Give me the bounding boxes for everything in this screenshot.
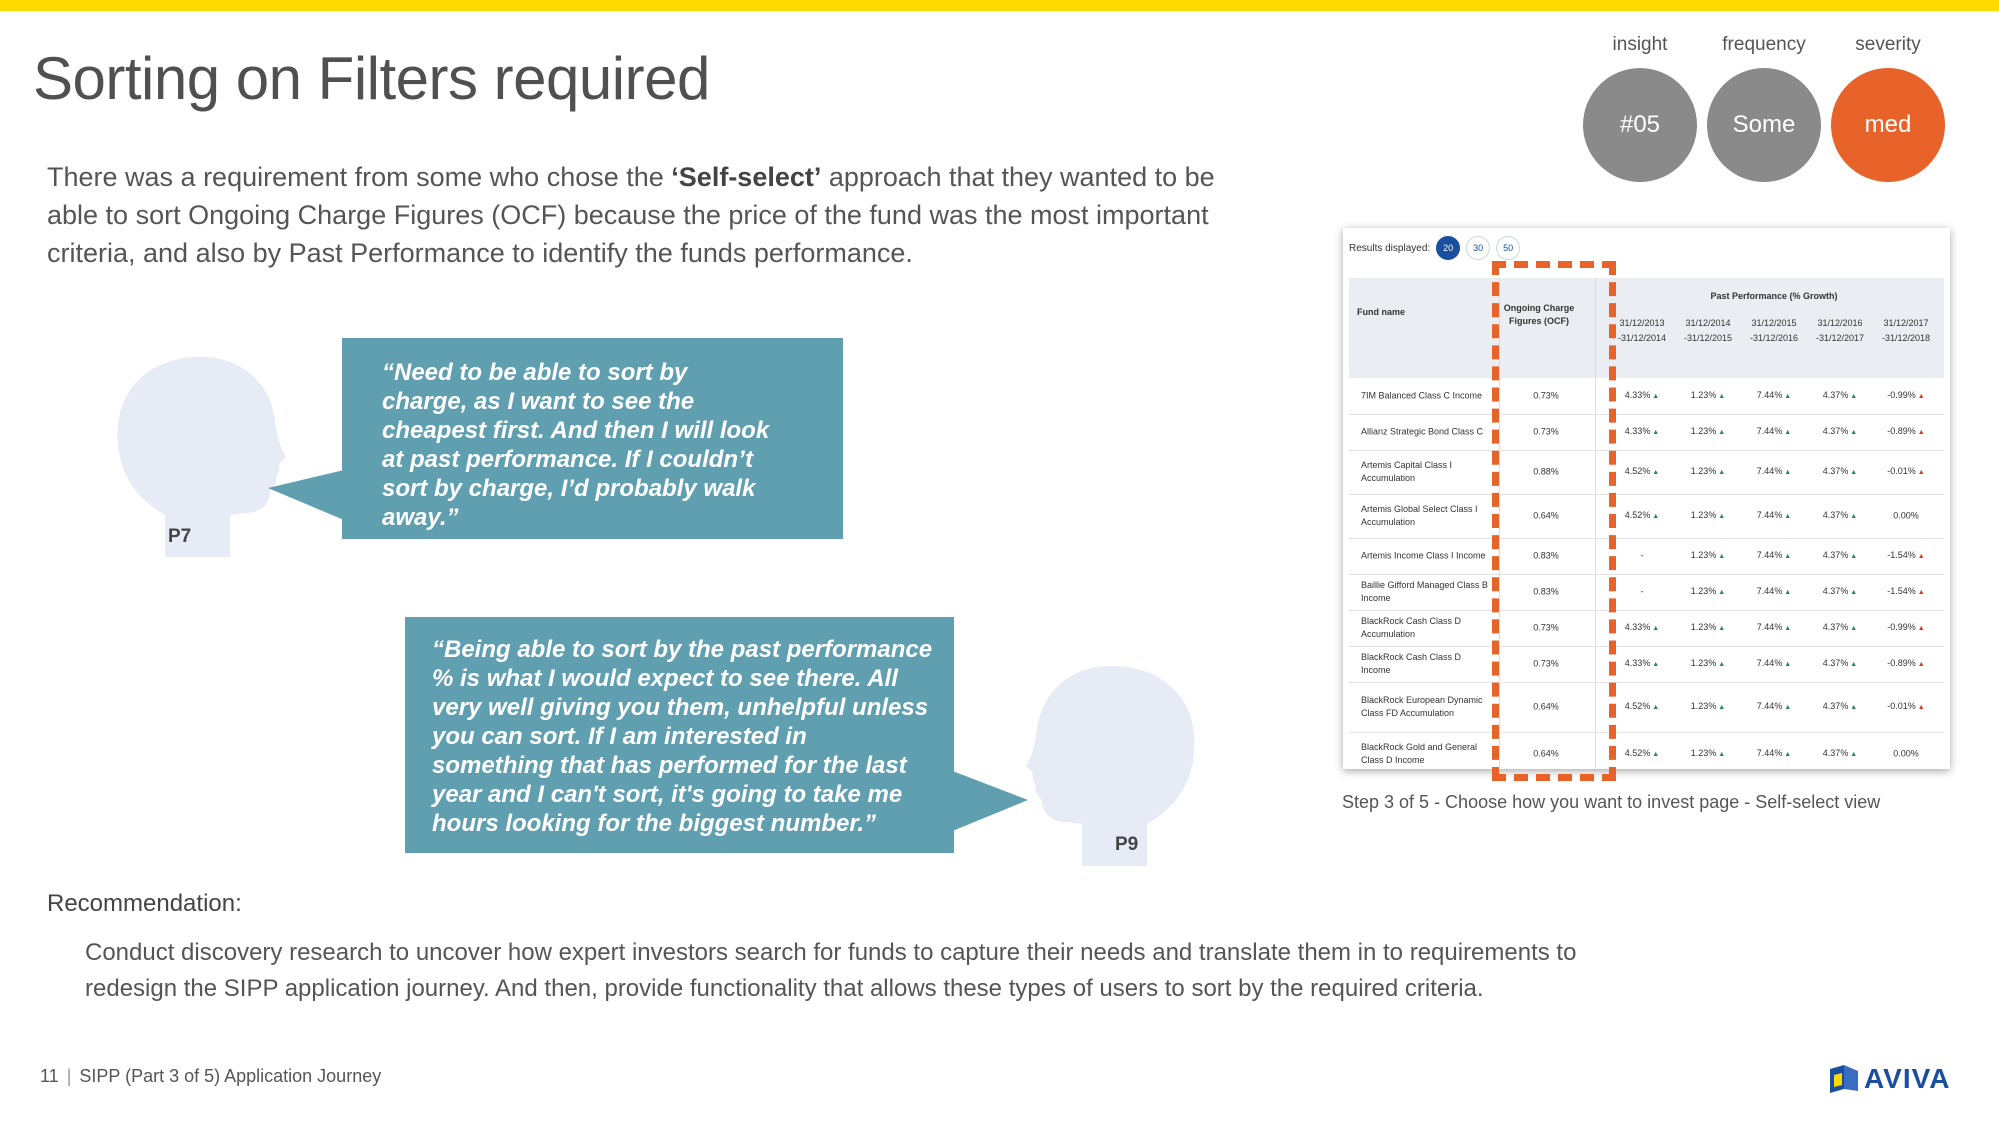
date-start: 31/12/2014 — [1685, 318, 1731, 328]
performance-cell — [1611, 747, 1673, 761]
insight-badges — [1580, 30, 1980, 180]
page-size-30[interactable]: 30 — [1466, 236, 1490, 260]
performance-cell — [1875, 425, 1937, 439]
performance-value: 7.44% — [1756, 658, 1783, 668]
ocf-cell: 0.64% — [1533, 510, 1559, 521]
quote-text-p9: “Being able to sort by the past performance % is what I would expect to see there. All very well giving you them, unhelpful unless you can sort. If I am interested in something that has performed for the last year and I can't sort, it's going to take me hours looking for the biggest number.” — [432, 636, 933, 837]
trend-up-icon: ▲ — [1782, 661, 1792, 668]
col-date-3[interactable] — [1743, 316, 1805, 346]
performance-cell — [1809, 425, 1871, 439]
col-ocf[interactable]: Ongoing Charge Figures (OCF) — [1503, 303, 1575, 326]
table-row — [1349, 494, 1944, 539]
trend-up-icon: ▲ — [1782, 553, 1792, 560]
fund-name-cell[interactable]: Baillie Gifford Managed Class B Income — [1361, 580, 1488, 603]
quote-bubble-p9 — [405, 617, 954, 853]
performance-value: - — [1640, 550, 1644, 561]
performance-cell — [1743, 657, 1805, 671]
participant-label-p7: P7 — [168, 526, 192, 547]
recommendation-heading: Recommendation: — [47, 890, 242, 917]
trend-up-icon: ▲ — [1848, 393, 1858, 400]
trend-up-icon: ▲ — [1716, 704, 1726, 711]
performance-value: 7.44% — [1756, 466, 1783, 476]
trend-up-icon: ▲ — [1848, 429, 1858, 436]
top-accent-bar — [0, 0, 1999, 11]
performance-value: -0.99% — [1887, 390, 1916, 400]
col-date-4[interactable] — [1809, 316, 1871, 346]
trend-up-icon: ▲ — [1716, 513, 1726, 520]
performance-value: 4.37% — [1822, 748, 1849, 758]
participant-head-icon — [110, 355, 290, 557]
performance-cell — [1611, 586, 1673, 599]
performance-value: 7.44% — [1756, 586, 1783, 596]
performance-cell — [1611, 509, 1673, 523]
intro-text-start: There was a requirement from some who chose the — [47, 162, 672, 192]
table-row — [1349, 450, 1944, 495]
date-end: -31/12/2014 — [1617, 333, 1667, 343]
col-date-1[interactable] — [1611, 316, 1673, 346]
performance-value: 7.44% — [1756, 426, 1783, 436]
ocf-cell: 0.73% — [1533, 426, 1559, 437]
performance-cell — [1611, 389, 1673, 403]
performance-value: 1.23% — [1690, 622, 1717, 632]
trend-up-icon: ▲ — [1782, 469, 1792, 476]
performance-cell — [1677, 585, 1739, 599]
performance-value: - — [1640, 586, 1644, 597]
fund-name-cell[interactable]: Allianz Strategic Bond Class C — [1361, 426, 1484, 437]
performance-cell — [1743, 509, 1805, 523]
performance-value: -1.54% — [1887, 586, 1916, 596]
performance-value: 1.23% — [1690, 466, 1717, 476]
trend-down-icon: ▲ — [1915, 625, 1925, 632]
trend-up-icon: ▲ — [1650, 661, 1660, 668]
ocf-cell: 0.73% — [1533, 390, 1559, 401]
page-size-20[interactable]: 20 — [1436, 236, 1460, 260]
trend-down-icon: ▲ — [1915, 429, 1925, 436]
performance-cell — [1809, 585, 1871, 599]
insight-badge — [1580, 30, 1700, 182]
table-header — [1349, 278, 1944, 378]
performance-value: 4.37% — [1822, 586, 1849, 596]
trend-up-icon: ▲ — [1650, 704, 1660, 711]
performance-cell — [1677, 621, 1739, 635]
insight-value: #05 — [1583, 68, 1697, 182]
performance-value: 4.37% — [1822, 510, 1849, 520]
performance-cell — [1875, 465, 1937, 479]
performance-cell — [1743, 425, 1805, 439]
date-start: 31/12/2016 — [1817, 318, 1863, 328]
trend-down-icon: ▲ — [1915, 393, 1925, 400]
table-row — [1349, 414, 1944, 451]
speech-pointer — [950, 770, 1032, 840]
trend-up-icon: ▲ — [1782, 625, 1792, 632]
trend-up-icon: ▲ — [1716, 469, 1726, 476]
performance-value: 4.33% — [1624, 658, 1651, 668]
performance-cell — [1809, 700, 1871, 714]
trend-up-icon: ▲ — [1650, 469, 1660, 476]
performance-value: 4.33% — [1624, 426, 1651, 436]
performance-value: 4.37% — [1822, 426, 1849, 436]
fund-name-cell[interactable]: BlackRock Gold and General Class D Income — [1361, 742, 1478, 765]
frequency-value: Some — [1707, 68, 1821, 182]
performance-cell — [1875, 389, 1937, 403]
results-displayed — [1349, 236, 1520, 260]
frequency-label: frequency — [1722, 34, 1806, 55]
trend-up-icon: ▲ — [1650, 393, 1660, 400]
trend-up-icon: ▲ — [1716, 625, 1726, 632]
performance-value: 1.23% — [1690, 658, 1717, 668]
trend-up-icon: ▲ — [1848, 469, 1858, 476]
trend-up-icon: ▲ — [1716, 553, 1726, 560]
severity-label: severity — [1855, 34, 1921, 55]
performance-cell — [1677, 549, 1739, 563]
table-row — [1349, 682, 1944, 733]
performance-cell — [1677, 465, 1739, 479]
performance-cell — [1611, 657, 1673, 671]
col-date-2[interactable] — [1677, 316, 1739, 346]
recommendation-text: Conduct discovery research to uncover how expert investors search for funds to capture their needs and translate them in to requirements to redesign the SIPP application journey. And then, provide functionality that allows these types of users to sort by the required criteria. — [85, 939, 1577, 1002]
date-start: 31/12/2017 — [1883, 318, 1929, 328]
trend-up-icon: ▲ — [1782, 704, 1792, 711]
performance-cell — [1875, 700, 1937, 714]
ocf-cell: 0.88% — [1533, 466, 1559, 477]
trend-up-icon: ▲ — [1650, 625, 1660, 632]
ocf-cell: 0.73% — [1533, 622, 1559, 633]
participant-head-icon — [1022, 664, 1202, 866]
table-row — [1349, 538, 1944, 575]
performance-cell — [1809, 747, 1871, 761]
performance-cell — [1875, 748, 1937, 761]
ocf-cell: 0.64% — [1533, 748, 1559, 759]
performance-cell — [1677, 425, 1739, 439]
footer-section: SIPP (Part 3 of 5) Application Journey — [79, 1066, 382, 1086]
performance-cell — [1875, 510, 1937, 523]
performance-value: 4.52% — [1624, 748, 1651, 758]
table-row — [1349, 378, 1944, 415]
trend-up-icon: ▲ — [1782, 589, 1792, 596]
trend-up-icon: ▲ — [1716, 751, 1726, 758]
performance-value: 7.44% — [1756, 701, 1783, 711]
trend-up-icon: ▲ — [1716, 393, 1726, 400]
intro-text-end: approach that they wanted to be able to sort Ongoing Charge Figures (OCF) because the price of the fund was the most important criteria, and also by Past Performance to identify the funds performance. — [47, 162, 1215, 268]
date-end: -31/12/2016 — [1749, 333, 1799, 343]
trend-up-icon: ▲ — [1716, 589, 1726, 596]
performance-value: 4.33% — [1624, 390, 1651, 400]
performance-value: 1.23% — [1690, 701, 1717, 711]
trend-up-icon: ▲ — [1782, 393, 1792, 400]
performance-cell — [1809, 657, 1871, 671]
performance-cell — [1809, 509, 1871, 523]
performance-value: -0.99% — [1887, 622, 1916, 632]
page-size-50[interactable]: 50 — [1496, 236, 1520, 260]
performance-value: 1.23% — [1690, 426, 1717, 436]
page-title: Sorting on Filters required — [33, 45, 710, 112]
ocf-highlight-box — [1492, 261, 1616, 781]
performance-cell — [1743, 700, 1805, 714]
trend-up-icon: ▲ — [1782, 513, 1792, 520]
performance-cell — [1611, 550, 1673, 563]
trend-up-icon: ▲ — [1716, 661, 1726, 668]
performance-cell — [1743, 747, 1805, 761]
table-row — [1349, 646, 1944, 683]
aviva-logo-text: AVIVA — [1864, 1063, 1951, 1094]
performance-value: 4.33% — [1624, 622, 1651, 632]
trend-down-icon: ▲ — [1915, 469, 1925, 476]
trend-up-icon: ▲ — [1848, 589, 1858, 596]
performance-value: 4.37% — [1822, 550, 1849, 560]
ocf-cell: 0.83% — [1533, 550, 1559, 561]
table-row — [1349, 610, 1944, 647]
performance-cell — [1875, 585, 1937, 599]
intro-emphasis: ‘Self-select’ — [671, 162, 822, 192]
performance-cell — [1743, 585, 1805, 599]
performance-cell — [1677, 509, 1739, 523]
performance-cell — [1677, 700, 1739, 714]
performance-value: 7.44% — [1756, 510, 1783, 520]
performance-cell — [1875, 549, 1937, 563]
performance-value: 4.37% — [1822, 466, 1849, 476]
trend-up-icon: ▲ — [1848, 553, 1858, 560]
date-end: -31/12/2015 — [1683, 333, 1733, 343]
results-label: Results displayed: — [1349, 242, 1431, 254]
ocf-cell: 0.64% — [1533, 701, 1559, 712]
speech-pointer — [268, 470, 348, 540]
frequency-badge — [1704, 30, 1824, 182]
trend-up-icon: ▲ — [1782, 429, 1792, 436]
fund-name-cell[interactable]: Artemis Capital Class I Accumulation — [1361, 460, 1453, 483]
trend-down-icon: ▲ — [1915, 661, 1925, 668]
trend-up-icon: ▲ — [1848, 661, 1858, 668]
performance-cell — [1611, 700, 1673, 714]
participant-label-p9: P9 — [1115, 834, 1139, 855]
performance-value: 4.37% — [1822, 701, 1849, 711]
performance-value: 1.23% — [1690, 748, 1717, 758]
performance-value: 7.44% — [1756, 550, 1783, 560]
performance-value: 7.44% — [1756, 622, 1783, 632]
performance-value: 1.23% — [1690, 550, 1717, 560]
date-end: -31/12/2018 — [1881, 333, 1931, 343]
performance-cell — [1809, 549, 1871, 563]
trend-up-icon: ▲ — [1848, 704, 1858, 711]
performance-cell — [1809, 465, 1871, 479]
performance-value: -1.54% — [1887, 550, 1916, 560]
col-date-5[interactable] — [1875, 316, 1937, 346]
date-end: -31/12/2017 — [1815, 333, 1865, 343]
fund-name-cell[interactable]: 7IM Balanced Class C Income — [1361, 390, 1483, 401]
trend-up-icon: ▲ — [1782, 751, 1792, 758]
quote-bubble-p7 — [342, 338, 843, 539]
trend-up-icon: ▲ — [1650, 751, 1660, 758]
trend-up-icon: ▲ — [1650, 513, 1660, 520]
performance-cell — [1743, 465, 1805, 479]
performance-value: 4.37% — [1822, 622, 1849, 632]
footer-separator: | — [66, 1066, 72, 1086]
fund-name-cell[interactable]: BlackRock Cash Class D Accumulation — [1361, 616, 1462, 639]
aviva-flag-icon — [1830, 1065, 1860, 1093]
performance-value: 1.23% — [1690, 510, 1717, 520]
fund-name-cell[interactable]: Artemis Income Class I Income — [1361, 550, 1486, 561]
performance-value: -0.01% — [1887, 466, 1916, 476]
date-start: 31/12/2013 — [1619, 318, 1665, 328]
aviva-logo — [1830, 1063, 1950, 1095]
performance-cell — [1677, 389, 1739, 403]
performance-value: 0.00% — [1893, 748, 1919, 759]
col-fund-name[interactable]: Fund name — [1357, 307, 1406, 317]
performance-cell — [1677, 747, 1739, 761]
performance-cell — [1611, 425, 1673, 439]
intro-paragraph — [47, 158, 1247, 272]
fund-name-cell[interactable]: BlackRock Cash Class D Income — [1361, 652, 1462, 675]
table-row — [1349, 732, 1944, 769]
performance-value: -0.89% — [1887, 426, 1916, 436]
performance-value: -0.89% — [1887, 658, 1916, 668]
trend-down-icon: ▲ — [1915, 553, 1925, 560]
performance-cell — [1875, 621, 1937, 635]
fund-name-cell[interactable]: Artemis Global Select Class I Accumulation — [1361, 504, 1478, 527]
severity-value: med — [1831, 68, 1945, 182]
performance-value: 0.00% — [1893, 510, 1919, 521]
trend-up-icon: ▲ — [1848, 625, 1858, 632]
performance-value: 1.23% — [1690, 586, 1717, 596]
trend-up-icon: ▲ — [1650, 429, 1660, 436]
performance-value: 4.52% — [1624, 701, 1651, 711]
performance-cell — [1611, 465, 1673, 479]
table-row — [1349, 574, 1944, 611]
performance-cell — [1809, 389, 1871, 403]
performance-cell — [1743, 389, 1805, 403]
trend-down-icon: ▲ — [1915, 589, 1925, 596]
performance-value: 4.37% — [1822, 658, 1849, 668]
performance-value: 7.44% — [1756, 390, 1783, 400]
trend-up-icon: ▲ — [1848, 513, 1858, 520]
date-start: 31/12/2015 — [1751, 318, 1797, 328]
performance-cell — [1875, 657, 1937, 671]
quote-text-p7: “Need to be able to sort by charge, as I want to see the cheapest first. And then I will look at past performance. If I couldn’t sort by charge, I’d probably walk away.” — [382, 359, 770, 531]
insight-label: insight — [1612, 34, 1668, 55]
trend-up-icon: ▲ — [1716, 429, 1726, 436]
trend-up-icon: ▲ — [1848, 751, 1858, 758]
fund-name-cell[interactable]: BlackRock European Dynamic Class FD Accumulation — [1361, 695, 1483, 718]
col-past-performance: Past Performance (% Growth) — [1710, 291, 1838, 301]
screenshot-caption: Step 3 of 5 - Choose how you want to invest page - Self-select view — [1342, 792, 1881, 812]
performance-value: 7.44% — [1756, 748, 1783, 758]
ocf-cell: 0.73% — [1533, 658, 1559, 669]
performance-value: 1.23% — [1690, 390, 1717, 400]
performance-value: -0.01% — [1887, 701, 1916, 711]
performance-value: 4.37% — [1822, 390, 1849, 400]
fund-table-screenshot — [1343, 228, 1950, 769]
performance-value: 4.52% — [1624, 466, 1651, 476]
page-number: 11 — [40, 1066, 59, 1086]
performance-value: 4.52% — [1624, 510, 1651, 520]
trend-down-icon: ▲ — [1915, 704, 1925, 711]
performance-cell — [1743, 621, 1805, 635]
performance-cell — [1677, 657, 1739, 671]
performance-cell — [1611, 621, 1673, 635]
footer — [40, 1066, 381, 1087]
severity-badge — [1828, 30, 1948, 182]
ocf-cell: 0.83% — [1533, 586, 1559, 597]
performance-cell — [1743, 549, 1805, 563]
performance-cell — [1809, 621, 1871, 635]
